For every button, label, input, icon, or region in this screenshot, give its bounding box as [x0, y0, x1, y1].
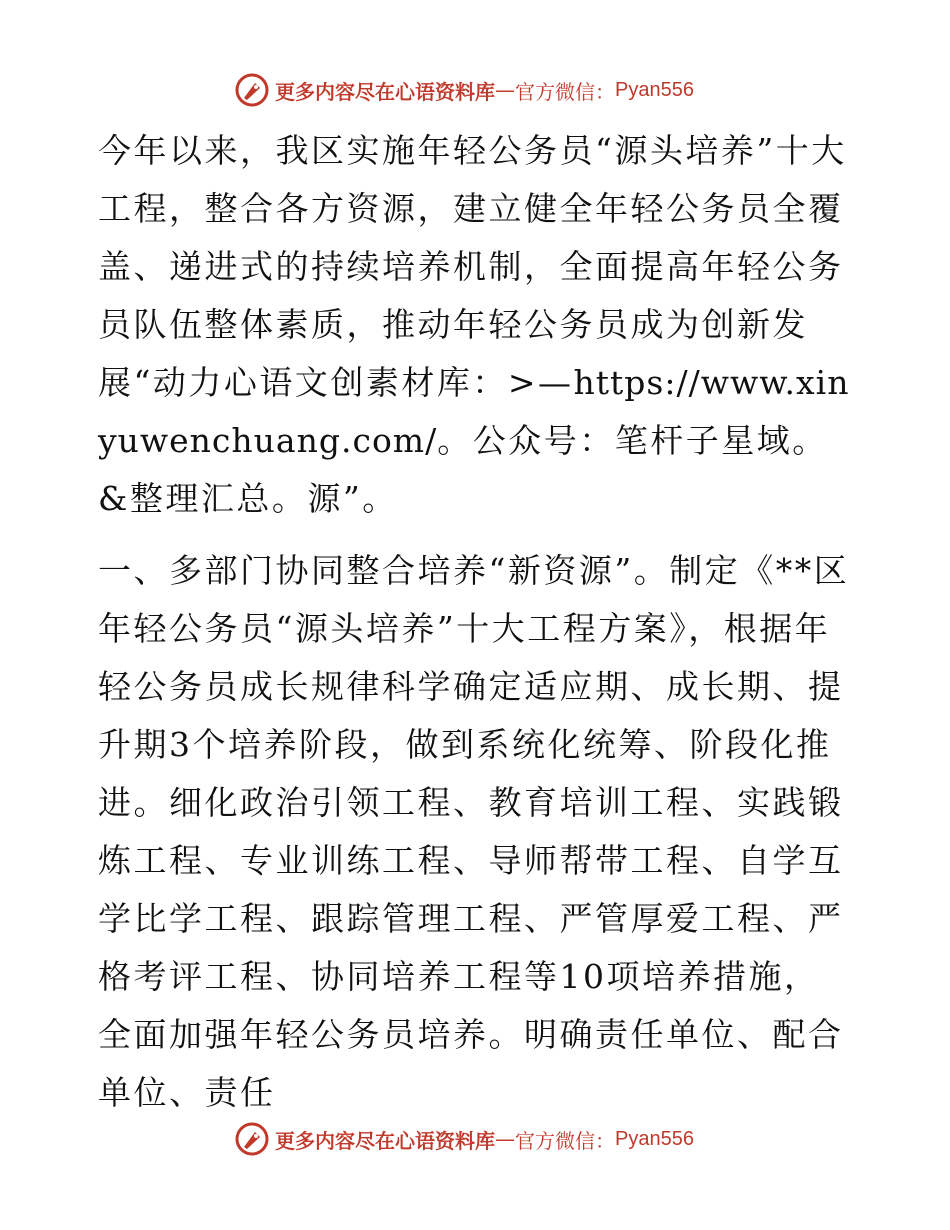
inline-url: https://www.xinyuwenchuang.com/	[98, 363, 850, 460]
banner-wechat-id: Pyan556	[615, 78, 694, 101]
paragraph-1-text: 今年以来，我区实施年轻公务员“源头培养”十大工程，整合各方资源，建立健全年轻公务员全覆盖、递进式的持续培养机制，全面提高年轻公务员队伍整体素质，推动年轻公务员成为创新发展“动力心语文创素材库：>—	[98, 131, 847, 402]
banner-slogan: 更多内容尽在心语资料库	[275, 1128, 495, 1153]
paragraph-1-text-tail: 。公众号：笔杆子星域。&整理汇总。源”。	[98, 421, 828, 518]
header-banner	[235, 70, 715, 110]
banner-slogan: 更多内容尽在心语资料库	[275, 79, 495, 104]
banner-dash: —	[495, 78, 515, 102]
pen-nib-icon	[235, 1122, 269, 1156]
body-paragraph-1	[98, 122, 850, 528]
banner-wechat-id: Pyan556	[615, 1127, 694, 1150]
banner-dash: —	[495, 1127, 515, 1151]
pen-nib-icon	[235, 73, 269, 107]
footer-banner	[235, 1119, 715, 1159]
banner-wechat-label: 官方微信：	[515, 1128, 615, 1153]
banner-wechat-label: 官方微信：	[515, 79, 615, 104]
body-paragraph-2: 一、多部门协同整合培养“新资源”。制定《**区年轻公务员“源头培养”十大工程方案》，根据年轻公务员成长规律科学确定适应期、成长期、提升期3个培养阶段，做到系统化统筹、阶段化推进。细化政治引领工程、教育培训工程、实践锻炼工程、专业训练工程、导师帮带工程、自学互学比学工程、跟踪管理工程、严管厚爱工程、严格考评工程、协同培养工程等10项培养措施，全面加强年轻公务员培养。明确责任单位、配合单位、责任	[98, 551, 850, 1112]
